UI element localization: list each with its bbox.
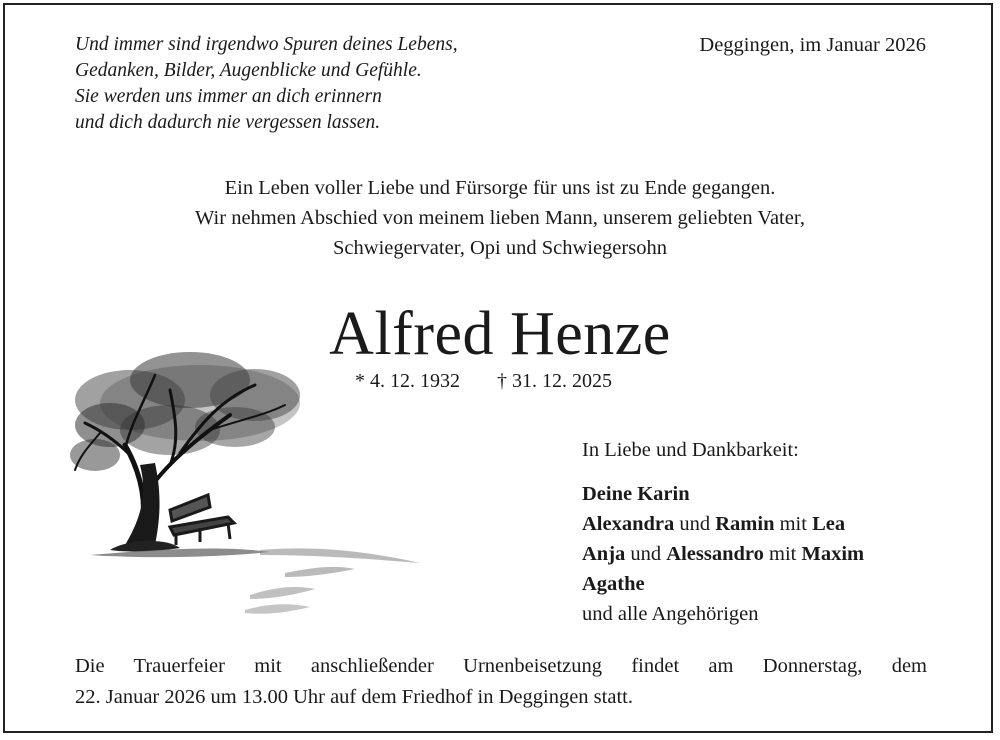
family-closing: und alle Angehörigen: [582, 603, 759, 625]
family-line: [582, 569, 864, 599]
tree-with-bench-illustration: [70, 345, 425, 620]
family-member: Anja: [582, 543, 626, 565]
family-member: Agathe: [582, 573, 645, 595]
intro-line: Wir nehmen Abschied von meinem lieben Mann, unserem geliebten Vater,: [195, 207, 805, 229]
connector: mit: [779, 513, 807, 535]
place-date: Deggingen, im Januar 2026: [699, 34, 926, 56]
tree-canopy: [70, 352, 300, 471]
intro-line: Ein Leben voller Liebe und Fürsorge für uns ist zu Ende gegangen.: [224, 177, 776, 199]
family-signature: [582, 435, 864, 629]
family-line: [582, 509, 864, 539]
spacer: [582, 465, 864, 479]
birth-date: * 4. 12. 1932: [355, 370, 460, 392]
intro-text: [0, 173, 1000, 263]
funeral-line: 22. Januar 2026 um 13.00 Uhr auf dem Friedhof in Deggingen statt.: [75, 686, 633, 708]
funeral-line: Die Trauerfeier mit anschließender Urnenbeisetzung findet am Donnerstag, dem: [75, 655, 927, 677]
family-member: Lea: [812, 513, 846, 535]
family-member: Maxim: [801, 543, 865, 565]
deceased-name: Alfred Henze: [329, 300, 671, 368]
ground-and-path: [90, 548, 420, 613]
poem-line: und dich dadurch nie vergessen lassen.: [75, 112, 381, 133]
poem-line: Sie werden uns immer an dich erinnern: [75, 86, 382, 107]
connector: mit: [769, 543, 797, 565]
wife-name: Deine Karin: [582, 483, 690, 505]
family-line: [582, 539, 864, 569]
death-date: † 31. 12. 2025: [497, 370, 612, 392]
connector: und: [679, 513, 711, 535]
family-member: Ramin: [715, 513, 775, 535]
family-member: Alexandra: [582, 513, 675, 535]
family-heading: In Liebe und Dankbarkeit:: [582, 439, 799, 461]
connector: und: [630, 543, 662, 565]
funeral-info: [75, 651, 927, 713]
poem-line: Und immer sind irgendwo Spuren deines Lebens,: [75, 34, 458, 55]
family-member: Alessandro: [666, 543, 764, 565]
memorial-poem: [75, 32, 458, 136]
bench: [170, 495, 234, 545]
tree-trunk: [125, 463, 160, 545]
family-wife-line: [582, 479, 864, 509]
poem-line: Gedanken, Bilder, Augenblicke und Gefühle.: [75, 60, 422, 81]
intro-line: Schwiegervater, Opi und Schwiegersohn: [333, 237, 667, 259]
